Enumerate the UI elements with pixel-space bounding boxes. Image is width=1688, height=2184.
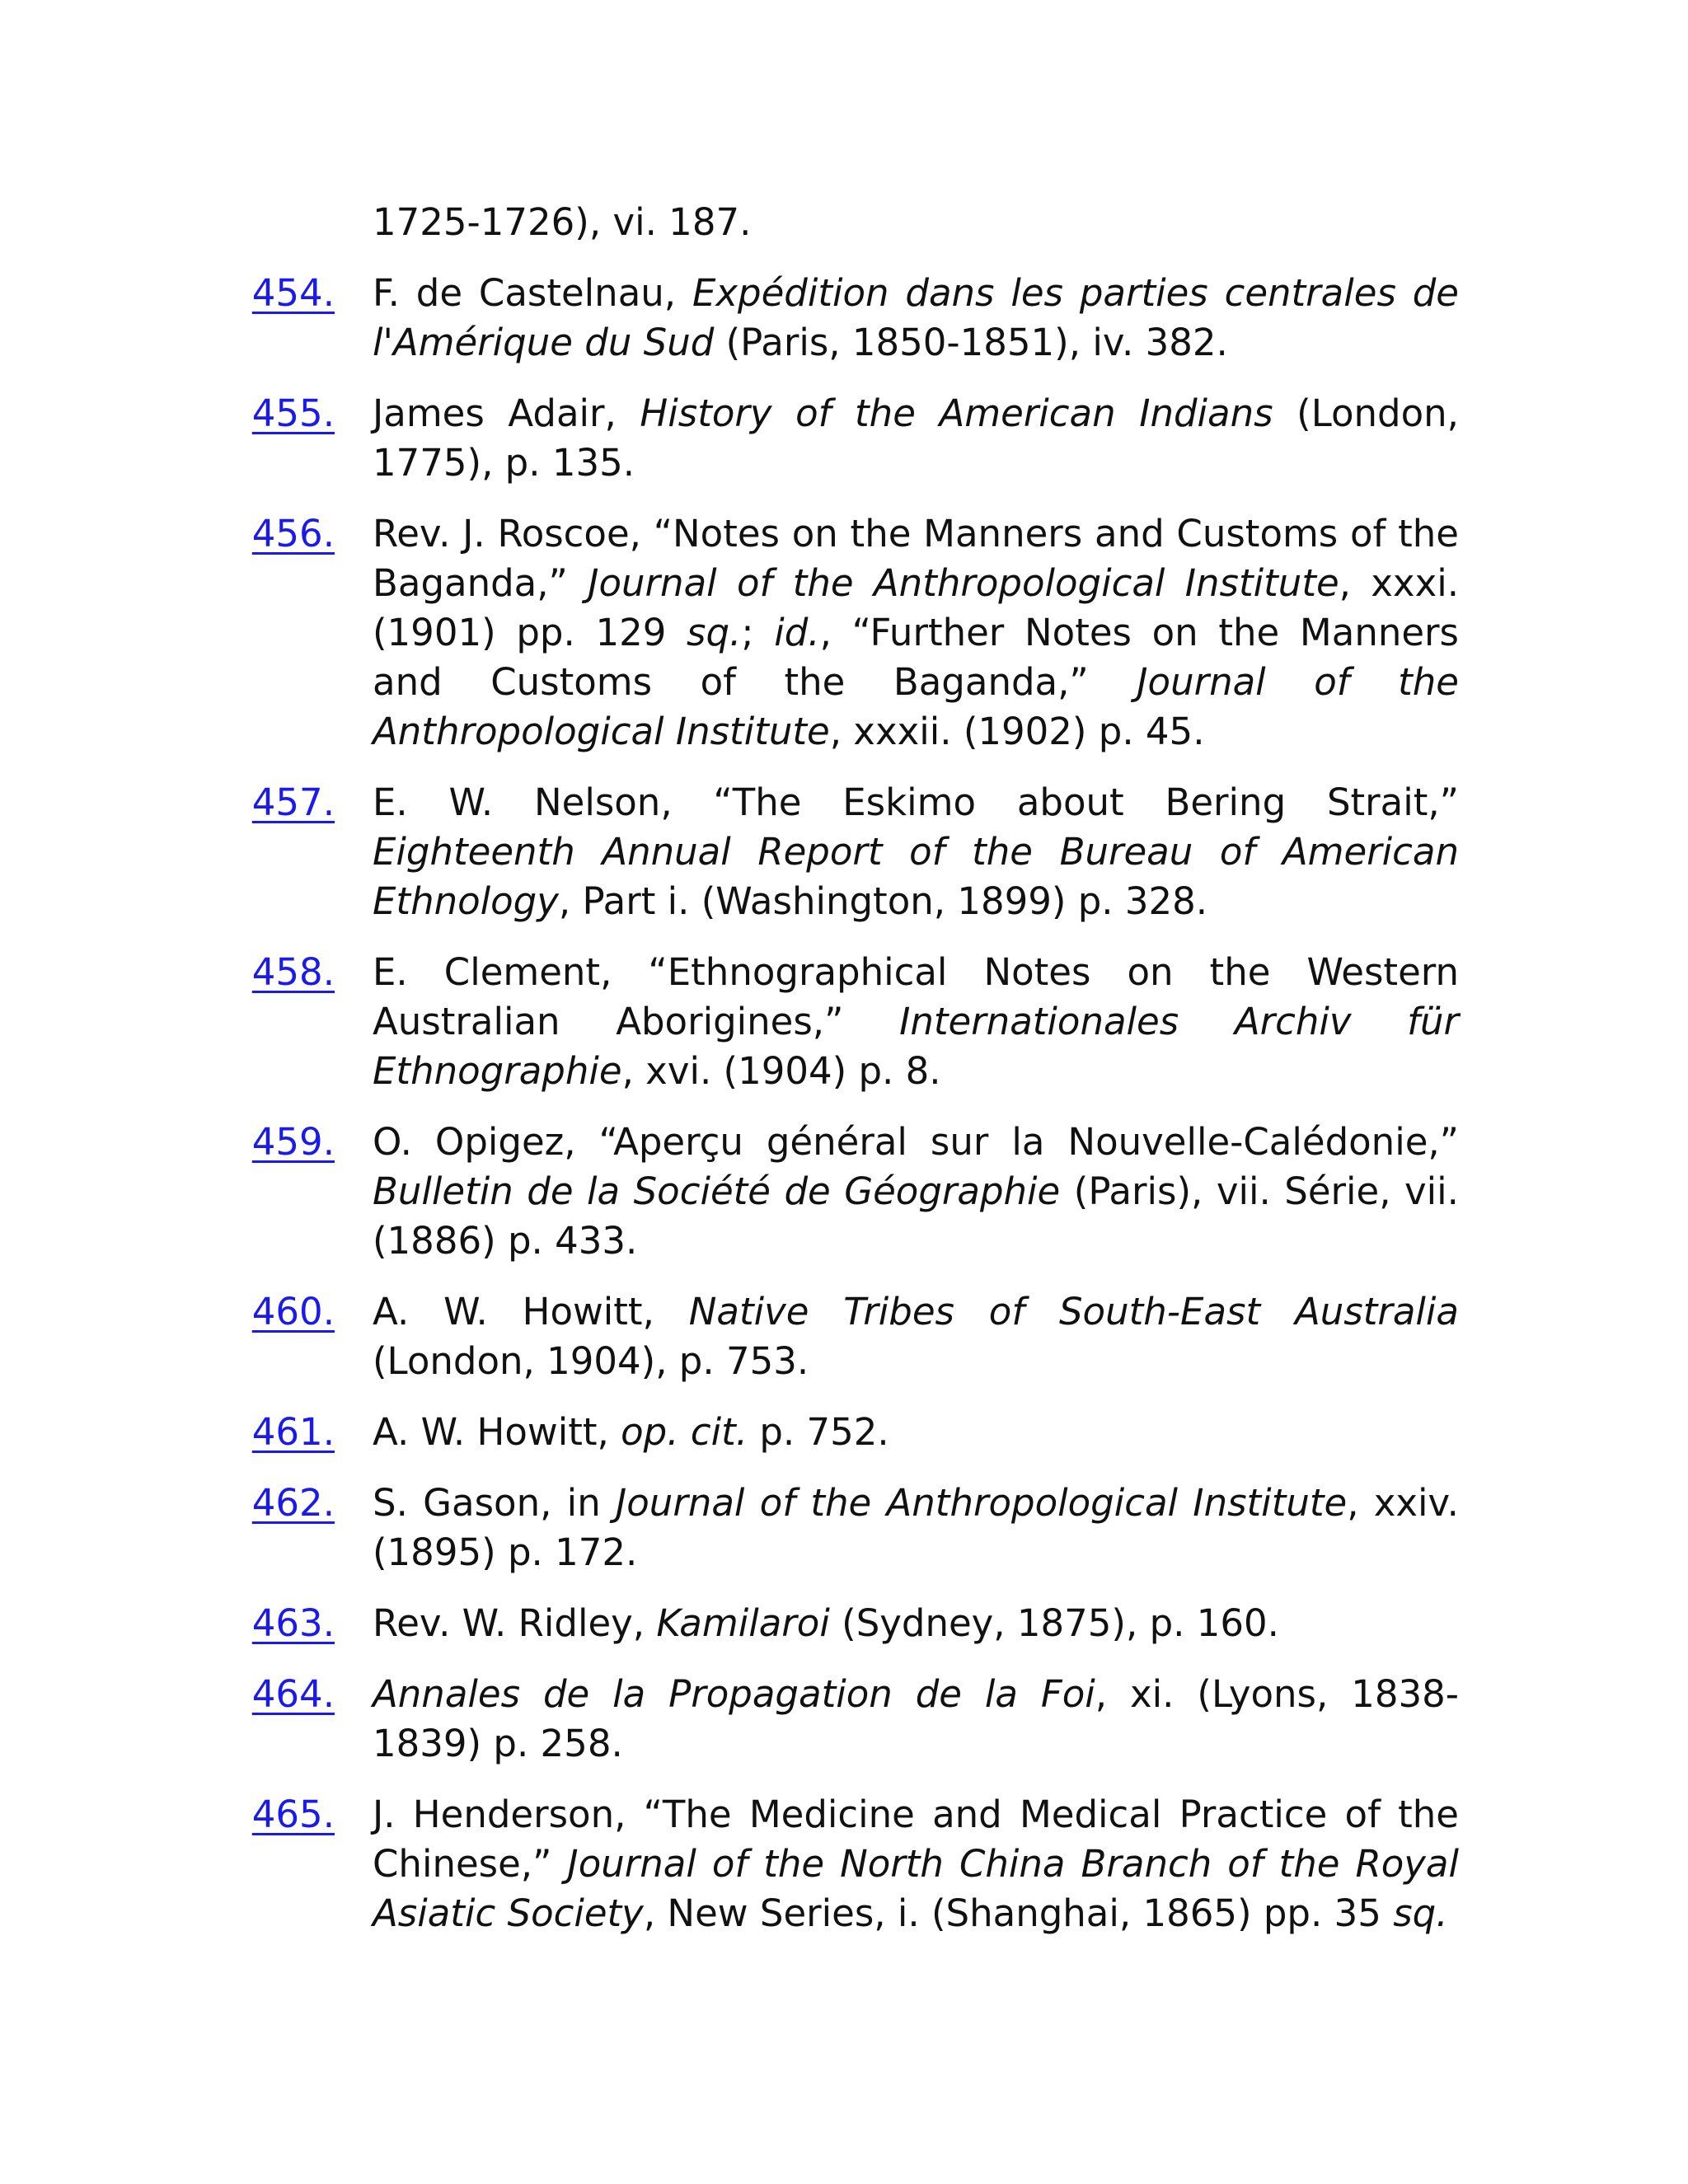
footnote-number-link[interactable]: 454.	[251, 271, 335, 315]
footnote-text	[373, 1670, 1459, 1769]
italic-title: Internationales Archiv für Ethnographie	[373, 1000, 1459, 1093]
italic-title: Journal of the Anthropological Institute	[373, 660, 1459, 753]
italic-title: Bulletin de la Société de Géographie	[373, 1169, 1061, 1213]
footnotes-list	[247, 198, 1459, 1960]
citation-text: F. de Castelnau,	[373, 271, 692, 315]
italic-title: Eighteenth Annual Report of the Bureau of American Ethnology	[373, 830, 1459, 923]
citation-text: , xxxi. (1901) pp. 129	[373, 561, 1460, 654]
italic-title: Annales de la Propagation de la Foi	[373, 1672, 1095, 1716]
footnote-item	[247, 948, 1459, 1096]
footnote-text	[373, 269, 1459, 368]
footnote-item	[247, 1118, 1459, 1266]
italic-title: Journal of the Anthropological Institute	[588, 561, 1339, 605]
citation-text: James Adair,	[373, 391, 640, 435]
italic-title: Expédition dans les parties centrales de l'Amérique du Sud	[373, 271, 1459, 364]
citation-text: E. Clement, “Ethnographical Notes on the Western Australian Aborigines,”	[373, 950, 1459, 1043]
citation-text: (London, 1775), p. 135.	[373, 391, 1459, 485]
footnote-item	[247, 509, 1459, 757]
italic-title: op. cit.	[621, 1410, 748, 1454]
footnote-number-link[interactable]: 463.	[251, 1601, 335, 1645]
footnote-item	[247, 389, 1459, 488]
footnote-number-link[interactable]: 459.	[251, 1120, 335, 1164]
footnote-item	[247, 1790, 1459, 1938]
citation-text: (Paris, 1850-1851), iv. 382.	[714, 321, 1228, 364]
footnote-item	[247, 1599, 1459, 1648]
footnote-item	[247, 778, 1459, 926]
footnote-number-link[interactable]: 461.	[251, 1410, 335, 1454]
citation-text: , “Further Notes on the Manners and Customs of the Baganda,”	[373, 611, 1460, 704]
footnote-text	[373, 1118, 1459, 1266]
footnote-item	[247, 1408, 1459, 1457]
footnote-item	[247, 1479, 1459, 1577]
citation-text: , xxiv. (1895) p. 172.	[373, 1481, 1459, 1574]
citation-text: ;	[741, 611, 775, 654]
italic-title: History of the American Indians	[640, 391, 1273, 435]
footnote-text	[373, 1790, 1459, 1938]
footnote-item	[247, 269, 1459, 368]
citation-text: (London, 1904), p. 753.	[373, 1339, 809, 1383]
citation-text: (Sydney, 1875), p. 160.	[829, 1601, 1279, 1645]
footnote-number-link[interactable]: 464.	[251, 1672, 335, 1716]
citation-text: E. W. Nelson, “The Eskimo about Bering Strait,”	[373, 780, 1459, 824]
footnote-number-link[interactable]: 465.	[251, 1793, 335, 1836]
footnote-number-link[interactable]: 456.	[251, 512, 335, 555]
italic-title: Native Tribes of South-East Australia	[688, 1290, 1459, 1333]
citation-text: O. Opigez, “Aperçu général sur la Nouvelle-Calédonie,”	[373, 1120, 1459, 1164]
footnote-item	[247, 1287, 1459, 1386]
footnote-number-link[interactable]: 460.	[251, 1290, 335, 1333]
italic-title: Journal of the Anthropological Institute	[616, 1481, 1348, 1525]
footnote-text	[373, 1479, 1459, 1577]
footnote-number-link[interactable]: 455.	[251, 391, 335, 435]
footnote-number-link[interactable]: 462.	[251, 1481, 335, 1525]
footnote-number-link[interactable]: 458.	[251, 950, 335, 994]
footnote-text	[373, 1287, 1459, 1386]
citation-text: A. W. Howitt,	[373, 1290, 689, 1333]
citation-text: Rev. J. Roscoe, “Notes on the Manners and Customs of the Baganda,”	[373, 512, 1459, 605]
citation-text: , New Series, i. (Shanghai, 1865) pp. 35	[643, 1891, 1394, 1935]
citation-text: , xvi. (1904) p. 8.	[621, 1049, 941, 1093]
citation-text: A. W. Howitt,	[373, 1410, 621, 1454]
italic-title: id.	[774, 611, 820, 654]
footnote-item	[247, 1670, 1459, 1769]
footnote-text	[373, 1408, 1459, 1457]
continued-footnote-text: 1725-1726), vi. 187.	[373, 200, 752, 244]
footnote-text	[373, 1599, 1459, 1648]
footnote-text	[373, 948, 1459, 1096]
italic-title: Journal of the North China Branch of the Royal Asiatic Society	[373, 1842, 1460, 1935]
citation-text: Rev. W. Ridley,	[373, 1601, 657, 1645]
citation-text: (Paris), vii. Série, vii. (1886) p. 433.	[373, 1169, 1459, 1263]
citation-text: p. 752.	[748, 1410, 889, 1454]
italic-title: Kamilaroi	[656, 1601, 830, 1645]
citation-text: , xxxii. (1902) p. 45.	[829, 710, 1205, 753]
footnote-text	[373, 778, 1459, 926]
citation-text: S. Gason, in	[373, 1481, 616, 1525]
footnote-text	[373, 509, 1459, 757]
citation-text: , xi. (Lyons, 1838-1839) p. 258.	[373, 1672, 1459, 1765]
footnote-text	[373, 389, 1459, 488]
italic-title: sq.	[1393, 1891, 1448, 1935]
citation-text: , Part i. (Washington, 1899) p. 328.	[558, 879, 1208, 923]
footnote-number-link[interactable]: 457.	[251, 780, 335, 824]
italic-title: sq.	[687, 611, 742, 654]
citation-text: J. Henderson, “The Medicine and Medical Practice of the Chinese,”	[373, 1793, 1459, 1886]
